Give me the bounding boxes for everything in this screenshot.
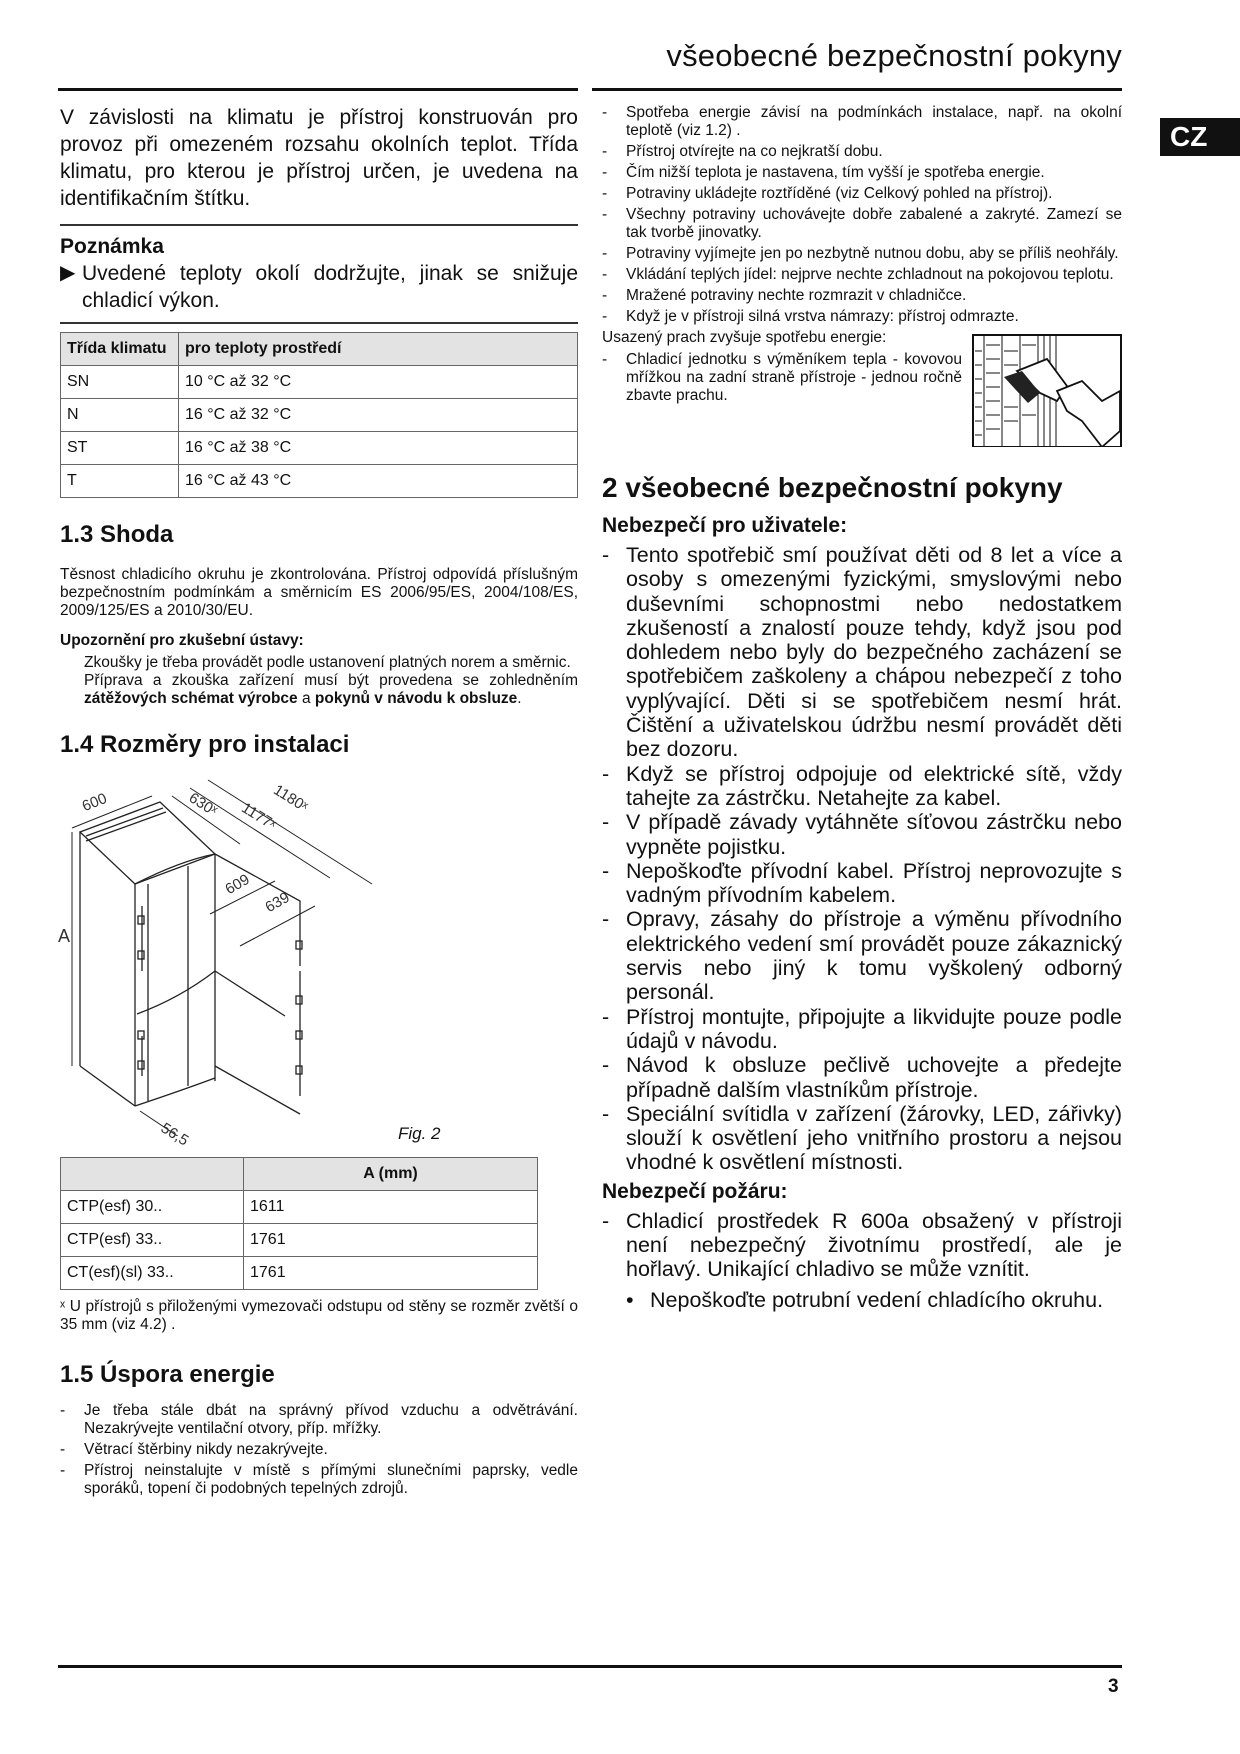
list-item-text: Chladicí prostředek R 600a obsažený v přístroji není nebezpečný životnímu prostředí, ale je hořlavý. Unikající chladivo se může vznítit. — [626, 1208, 1122, 1282]
dash-bullet-icon: - — [602, 185, 608, 202]
table-cell: 10 °C až 32 °C — [179, 366, 578, 399]
list-item — [602, 907, 1122, 1004]
list-item — [602, 287, 1122, 305]
table-header-cell — [61, 1158, 244, 1191]
list-item — [602, 1209, 1122, 1282]
dash-bullet-icon: - — [602, 1004, 610, 1029]
figure-label: Fig. 2 — [398, 1124, 441, 1143]
list-item-text: Nepoškoďte přívodní kabel. Přístroj neprovozujte s vadným přívodním kabelem. — [626, 858, 1122, 908]
table-cell: 16 °C až 32 °C — [179, 399, 578, 432]
dash-bullet-icon: - — [602, 143, 608, 160]
table-header-row — [61, 333, 578, 366]
list-item — [60, 1441, 578, 1459]
list-item-text: Přístroj otvírejte na co nejkratší dobu. — [626, 143, 883, 160]
list-item — [602, 185, 1122, 203]
dim-56-5: 56,5 — [157, 1119, 192, 1150]
divider — [60, 224, 578, 226]
table-cell: 16 °C až 43 °C — [179, 465, 578, 498]
dash-bullet-icon: - — [602, 858, 610, 883]
dash-bullet-icon: - — [602, 206, 608, 223]
table-header-cell: Třída klimatu — [61, 333, 179, 366]
notice-bold-text: zátěžových schémat výrobce — [84, 690, 298, 707]
table-cell: T — [61, 465, 179, 498]
notice-text: a — [297, 690, 315, 707]
list-item — [626, 1288, 1122, 1312]
list-item — [602, 1102, 1122, 1175]
energy-tips-list — [602, 104, 1122, 326]
table-row — [61, 1191, 538, 1224]
list-item-text: Speciální svítidla v zařízení (žárovky, LED, zářivky) slouží k osvětlení jeho vnitřního prostoru a nejsou vhodné k osvětlení místnosti. — [626, 1101, 1122, 1175]
list-item-text: Spotřeba energie závisí na podmínkách instalace, např. na okolní teplotě (viz 1.2) . — [626, 104, 1122, 139]
list-item-text: Přístroj montujte, připojujte a likvidujte pouze podle údajů v návodu. — [626, 1004, 1122, 1053]
brush-cleaning-illustration — [972, 331, 1122, 447]
dim-609: 609 — [222, 870, 253, 899]
note-item — [60, 260, 578, 314]
dim-1177: 1177ˣ — [238, 799, 279, 834]
intro-paragraph: V závislosti na klimatu je přístroj konstruován pro provoz při omezeném rozsahu okolních teplot. Třída klimatu, pro kterou je přístroj určen, je uvedena na identifikačním štítku. — [60, 106, 578, 210]
dash-bullet-icon: - — [602, 810, 610, 835]
note-title: Poznámka — [60, 235, 164, 258]
list-item-text: Mražené potraviny nechte rozmrazit v chladničce. — [626, 287, 967, 304]
right-column — [602, 100, 1122, 1312]
dash-bullet-icon: - — [602, 1101, 610, 1126]
table-row — [61, 465, 578, 498]
list-item — [60, 1402, 578, 1438]
table-row — [61, 1224, 538, 1257]
dust-title: Usazený prach zvyšuje spotřebu energie: — [602, 329, 887, 346]
list-item-text: Čím nižší teplota je nastavena, tím vyšší je spotřeba energie. — [626, 164, 1045, 181]
table-row — [61, 432, 578, 465]
notice-title: Upozornění pro zkušební ústavy: — [60, 632, 304, 649]
list-item — [602, 104, 1122, 140]
section-heading-1-3: 1.3 Shoda — [60, 521, 174, 548]
list-item — [602, 762, 1122, 811]
list-item-text: Když se přístroj odpojuje od elektrické sítě, vždy tahejte za zástrčku. Netahejte za kabel. — [626, 761, 1122, 810]
section-heading-1-5: 1.5 Úspora energie — [60, 1361, 275, 1388]
dash-bullet-icon: - — [60, 1462, 66, 1479]
notice-text: . — [517, 690, 522, 707]
table-cell: CT(esf)(sl) 33.. — [61, 1257, 244, 1290]
notice-paragraph-2 — [60, 672, 578, 708]
section-heading-1-4: 1.4 Rozměry pro instalaci — [60, 731, 350, 758]
list-item — [602, 810, 1122, 859]
divider — [60, 322, 578, 324]
list-item — [602, 543, 1122, 762]
table-cell: CTP(esf) 30.. — [61, 1191, 244, 1224]
notice-text: Příprava a zkouška zařízení musí být provedena se zohledněním — [84, 672, 578, 689]
dash-bullet-icon: - — [602, 1208, 610, 1233]
bullet-dot-icon: • — [626, 1287, 634, 1312]
conformity-paragraph: Těsnost chladicího okruhu je zkontrolována. Přístroj odpovídá příslušným bezpečnostním podmínkám a směrnicím ES 2006/95/ES, 2004/108/ES, 2009/125/ES a 2010/30/EU. — [60, 566, 578, 619]
dimension-footnote: ˣ U přístrojů s přiloženými vymezovači odstupu od stěny se rozměr zvětší o 35 mm (viz 4.2) . — [60, 1298, 578, 1333]
list-item — [602, 164, 1122, 182]
list-item-text: Přístroj neinstalujte v místě s přímými slunečními paprsky, vedle sporáků, topení či podobných tepelných zdrojů. — [84, 1462, 578, 1497]
list-item-text: Opravy, zásahy do přístroje a výměnu přívodního elektrického vedení smí provádět pouze zákaznický servis nebo jiný k tomu vyškolený odborný personál. — [626, 907, 1122, 1005]
notice-bold-text: pokynů v návodu k obsluze — [314, 690, 518, 707]
dimensions-table — [60, 1157, 538, 1290]
page-header-title: všeobecné bezpečnostní pokyny — [666, 38, 1122, 73]
left-column — [60, 100, 578, 1501]
energy-saving-list — [60, 1402, 578, 1498]
list-item — [60, 1462, 578, 1498]
header-rule-right — [592, 88, 1122, 91]
dash-bullet-icon: - — [602, 266, 608, 283]
list-item-text: Chladicí jednotku s výměníkem tepla - kovovou mřížkou na zadní straně přístroje - jednou ročně zbavte prachu. — [626, 351, 962, 404]
note-text: Uvedené teploty okolí dodržujte, jinak se snižuje chladicí výkon. — [82, 262, 578, 312]
list-item — [602, 266, 1122, 284]
table-cell: N — [61, 399, 179, 432]
dash-bullet-icon: - — [602, 761, 610, 786]
table-cell: 16 °C až 38 °C — [179, 432, 578, 465]
dim-630: 630ˣ — [185, 789, 221, 820]
dash-bullet-icon: - — [60, 1441, 66, 1458]
dash-bullet-icon: - — [602, 287, 608, 304]
dash-bullet-icon: - — [602, 1053, 610, 1078]
language-badge: CZ — [1160, 118, 1240, 156]
table-cell: CTP(esf) 33.. — [61, 1224, 244, 1257]
fire-danger-list — [602, 1209, 1122, 1282]
page-number: 3 — [1108, 1676, 1119, 1697]
dim-639: 639 — [262, 888, 293, 917]
list-item — [602, 143, 1122, 161]
dust-list — [602, 351, 962, 405]
dash-bullet-icon: - — [602, 164, 608, 181]
list-item-text: Tento spotřebič smí používat děti od 8 let a více a osoby s omezenými fyzickými, smyslovými nebo duševními schopnostmi nebo nedostatkem zkušeností a znalostí pouze tehdy, když jsou pod dohledem nebo byly do bezpečného zacházení se spotřebičem zaškoleny a chápou nebezpečí z toho vyplývající. Děti si se spotřebičem nesmí hrát. Čištění a uživatelskou údržbu nesmí provádět děti bez dozoru. — [626, 543, 1122, 762]
table-row — [61, 366, 578, 399]
dash-bullet-icon: - — [60, 1402, 66, 1419]
list-item — [602, 351, 962, 405]
list-item-text: Větrací štěrbiny nikdy nezakrývejte. — [84, 1441, 328, 1458]
list-item-text: Nepoškoďte potrubní vedení chladícího okruhu. — [650, 1287, 1104, 1312]
user-danger-title: Nebezpečí pro uživatele: — [602, 514, 848, 537]
footer-rule — [58, 1665, 1122, 1668]
dust-section — [602, 329, 1122, 447]
fire-sub-list — [602, 1288, 1122, 1312]
list-item — [602, 1005, 1122, 1054]
table-cell: 1611 — [244, 1191, 538, 1224]
list-item-text: Když je v přístroji silná vrstva námrazy: přístroj odmrazte. — [626, 308, 1019, 325]
dash-bullet-icon: - — [602, 104, 608, 121]
list-item-text: V případě závady vytáhněte síťovou zástrčku nebo vypněte pojistku. — [626, 810, 1122, 859]
dash-bullet-icon: - — [602, 351, 608, 368]
table-row — [61, 1257, 538, 1290]
dash-bullet-icon: - — [602, 907, 610, 932]
list-item — [602, 859, 1122, 908]
table-header-row — [61, 1158, 538, 1191]
list-item — [602, 245, 1122, 263]
table-cell: 1761 — [244, 1257, 538, 1290]
list-item-text: Návod k obsluze pečlivě uchovejte a předejte případně dalším vlastníkům přístroje. — [626, 1053, 1122, 1102]
list-item-text: Potraviny ukládejte roztříděné (viz Celkový pohled na přístroj). — [626, 185, 1053, 202]
list-item-text: Potraviny vyjímejte jen po nezbytně nutnou dobu, aby se příliš neohřály. — [626, 245, 1119, 262]
list-item — [602, 1053, 1122, 1102]
list-item-text: Vkládání teplých jídel: nejprve nechte zchladnout na pokojovou teplotu. — [626, 266, 1114, 283]
list-item — [602, 206, 1122, 242]
dash-bullet-icon: - — [602, 245, 608, 262]
dim-A: A — [58, 926, 71, 946]
section-heading-2: 2 všeobecné bezpečnostní pokyny — [602, 472, 1063, 503]
user-danger-list — [602, 543, 1122, 1175]
notice-paragraph-1: Zkoušky je třeba provádět podle ustanovení platných norem a směrnic. — [84, 654, 571, 671]
fire-danger-title: Nebezpečí požáru: — [602, 1179, 788, 1203]
dash-bullet-icon: - — [602, 308, 608, 325]
climate-class-table — [60, 332, 578, 498]
list-item-text: Všechny potraviny uchovávejte dobře zabalené a zakryté. Zamezí se tak tvorbě jinovatky. — [626, 206, 1122, 241]
table-cell: SN — [61, 366, 179, 399]
list-item — [602, 308, 1122, 326]
table-cell: ST — [61, 432, 179, 465]
dim-1180: 1180ˣ — [270, 781, 311, 816]
table-row — [61, 399, 578, 432]
installation-dimensions-figure — [60, 766, 578, 1151]
table-cell: 1761 — [244, 1224, 538, 1257]
list-item-text: Je třeba stále dbát na správný přívod vzduchu a odvětrávání. Nezakrývejte ventilační otvory, příp. mřížky. — [84, 1402, 578, 1437]
table-header-cell: pro teploty prostředí — [179, 333, 578, 366]
table-header-cell: A (mm) — [244, 1158, 538, 1191]
header-rule-left — [58, 88, 578, 91]
dim-600: 600 — [79, 789, 110, 816]
dash-bullet-icon: - — [602, 543, 610, 567]
triangle-right-icon: ▶ — [60, 262, 76, 284]
